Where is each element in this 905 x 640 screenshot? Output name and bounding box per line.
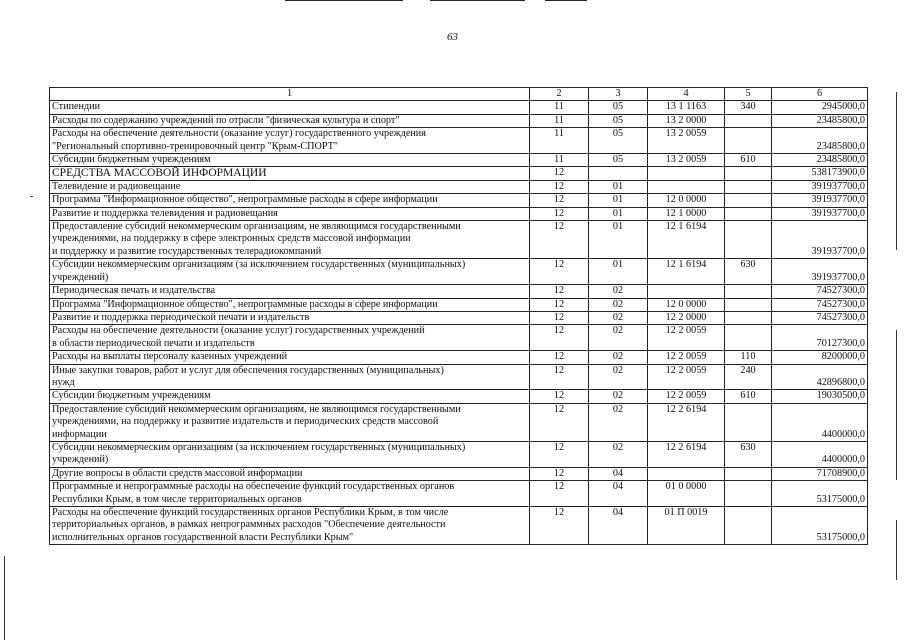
section-code-cell: 12 [530,364,589,390]
row-name-line: Субсидии бюджетным учреждениям [52,390,211,402]
row-name-line: Стипендии [52,101,101,113]
amount-cell: 538173900,0 [772,167,868,180]
header-col-6: 6 [772,88,868,101]
table-row [50,441,868,467]
amount-cell: 391937700,0 [772,259,868,285]
row-name-line: Телевидение и радиовещание [52,180,181,192]
row-name-line: СРЕДСТВА МАССОВОЙ ИНФОРМАЦИИ [52,167,267,180]
left-margin-line [4,556,5,640]
row-name-cell [50,325,530,351]
row-name-cell [50,194,530,207]
row-name-line: Иные закупки товаров, работ и услуг для обеспечения государственных (муниципальных) [52,364,444,376]
row-name-cell [50,259,530,285]
section-code-cell: 11 [530,101,589,114]
section-code-cell: 12 [530,351,589,364]
expense-type-cell [725,167,772,180]
section-code-cell: 11 [530,128,589,154]
subsection-code-cell: 01 [589,221,648,259]
amount-cell: 391937700,0 [772,221,868,259]
expense-type-cell: 240 [725,364,772,390]
section-code-cell: 12 [530,167,589,180]
row-name-cell [50,128,530,154]
expense-type-cell: 630 [725,441,772,467]
table-row [50,351,868,364]
row-name-cell [50,180,530,193]
table-row [50,325,868,351]
row-name-line: Программа "Информационное общество", непрограммные расходы в сфере информации [52,298,438,310]
row-name-cell [50,441,530,467]
amount-cell: 2945000,0 [772,101,868,114]
subsection-code-cell: 02 [589,403,648,441]
target-article-cell: 12 2 0000 [648,311,725,324]
subsection-code-cell: 02 [589,311,648,324]
target-article-cell [648,167,725,180]
table-row [50,207,868,220]
table-row [50,101,868,114]
target-article-cell: 13 2 0059 [648,128,725,154]
target-article-cell: 12 2 6194 [648,403,725,441]
row-name-line: Предоставление субсидий некоммерческим организациям, не являющимся государственными [52,221,461,233]
amount-cell: 391937700,0 [772,207,868,220]
subsection-code-cell: 05 [589,154,648,167]
expense-type-cell [725,467,772,480]
table-row [50,154,868,167]
subsection-code-cell: 05 [589,101,648,114]
table-row [50,259,868,285]
expense-type-cell [725,285,772,298]
row-name-line: Республики Крым, в том числе территориальных органов [52,493,302,505]
row-name-cell [50,507,530,545]
row-name-cell [50,101,530,114]
subsection-code-cell: 02 [589,364,648,390]
amount-cell: 74527300,0 [772,311,868,324]
row-name-line: Субсидии некоммерческим организациям (за исключением государственных (муниципальных) [52,441,466,453]
row-name-line: учреждений) [52,271,109,283]
target-article-cell: 01 0 0000 [648,481,725,507]
row-name-line: Программа "Информационное общество", непрограммные расходы в сфере информации [52,194,438,206]
table-row [50,481,868,507]
amount-cell: 23485800,0 [772,154,868,167]
row-name-line: Расходы на обеспечение деятельности (оказание услуг) государственных учреждений [52,325,425,337]
expense-type-cell [725,311,772,324]
subsection-code-cell: 02 [589,325,648,351]
row-name-cell [50,390,530,403]
table-row [50,285,868,298]
section-code-cell: 11 [530,154,589,167]
subsection-code-cell: 01 [589,180,648,193]
section-code-cell: 12 [530,207,589,220]
section-code-cell: 12 [530,403,589,441]
table-row [50,221,868,259]
top-rule-left [285,0,403,1]
subsection-code-cell: 02 [589,441,648,467]
right-margin-line-top [896,92,897,250]
header-col-3: 3 [589,88,648,101]
row-name-cell [50,467,530,480]
header-col-5: 5 [725,88,772,101]
target-article-cell [648,180,725,193]
top-rule-center [430,0,525,1]
table-row [50,311,868,324]
table-row [50,194,868,207]
table-row [50,114,868,127]
expense-type-cell: 630 [725,259,772,285]
section-code-cell: 12 [530,194,589,207]
row-name-cell [50,154,530,167]
table-row [50,467,868,480]
expense-type-cell: 610 [725,390,772,403]
subsection-code-cell: 01 [589,259,648,285]
row-name-line: Субсидии некоммерческим организациям (за исключением государственных (муниципальных) [52,259,466,271]
amount-cell: 19030500,0 [772,390,868,403]
table-row [50,364,868,390]
row-name-line: Расходы по содержанию учреждений по отрасли "физическая культура и спорт" [52,114,400,126]
expense-type-cell [725,207,772,220]
expense-type-cell: 340 [725,101,772,114]
subsection-code-cell: 02 [589,351,648,364]
row-name-line: Другие вопросы в области средств массовой информации [52,467,303,479]
right-margin-line-bottom [896,330,897,480]
header-col-2: 2 [530,88,589,101]
expense-type-cell [725,507,772,545]
subsection-code-cell: 04 [589,481,648,507]
top-rule-right [545,0,587,1]
row-name-line: "Региональный спортивно-тренировочный центр "Крым-СПОРТ" [52,140,339,152]
row-name-cell [50,298,530,311]
row-name-line: информации [52,428,107,440]
target-article-cell: 12 1 0000 [648,207,725,220]
amount-cell: 391937700,0 [772,194,868,207]
row-name-line: Субсидии бюджетным учреждениям [52,154,211,166]
expense-type-cell [725,194,772,207]
section-code-cell: 11 [530,114,589,127]
table-row [50,403,868,441]
target-article-cell: 12 2 0059 [648,325,725,351]
row-name-line: Развитие и поддержка периодической печати и издательств [52,311,310,323]
subsection-code-cell: 02 [589,298,648,311]
target-article-cell: 12 2 0059 [648,364,725,390]
row-name-line: в области периодической печати и издательств [52,337,255,349]
header-col-1: 1 [50,88,530,101]
table-row [50,507,868,545]
section-code-cell: 12 [530,467,589,480]
table-row [50,390,868,403]
section-code-cell: 12 [530,298,589,311]
row-name-cell [50,207,530,220]
table-header-row [50,88,868,101]
section-code-cell: 12 [530,481,589,507]
target-article-cell: 13 1 1163 [648,101,725,114]
amount-cell: 71708900,0 [772,467,868,480]
row-name-cell [50,114,530,127]
row-name-line: Программные и непрограммные расходы на обеспечение функций государственных органов [52,481,455,493]
target-article-cell: 12 0 0000 [648,194,725,207]
amount-cell: 8200000,0 [772,351,868,364]
row-name-line: учреждениями, на поддержку и развитие издательств и периодических средств массовой [52,416,439,428]
row-name-line: Развитие и поддержка телевидения и радиовещания [52,207,278,219]
section-code-cell: 12 [530,221,589,259]
target-article-cell [648,467,725,480]
row-name-line: Расходы на обеспечение функций государственных органов Республики Крым, в том числе [52,507,449,518]
target-article-cell: 13 2 0059 [648,154,725,167]
subsection-code-cell: 05 [589,114,648,127]
page-number: 63 [447,31,458,43]
section-code-cell: 12 [530,285,589,298]
target-article-cell: 13 2 0000 [648,114,725,127]
row-name-cell [50,364,530,390]
section-code-cell: 12 [530,325,589,351]
table-row [50,298,868,311]
row-name-cell [50,285,530,298]
table-row [50,167,868,180]
row-name-line: исполнительных органов государственной власти Республики Крым" [52,531,354,543]
amount-cell: 53175000,0 [772,481,868,507]
target-article-cell: 12 1 6194 [648,221,725,259]
row-name-cell [50,311,530,324]
expense-type-cell [725,481,772,507]
expense-type-cell [725,221,772,259]
section-code-cell: 12 [530,390,589,403]
subsection-code-cell: 04 [589,507,648,545]
target-article-cell: 12 0 0000 [648,298,725,311]
section-code-cell: 12 [530,441,589,467]
amount-cell: 74527300,0 [772,298,868,311]
target-article-cell: 12 2 0059 [648,351,725,364]
table-row [50,128,868,154]
target-article-cell: 12 2 0059 [648,390,725,403]
subsection-code-cell: 02 [589,285,648,298]
row-name-cell [50,403,530,441]
expense-type-cell [725,298,772,311]
amount-cell: 53175000,0 [772,507,868,545]
row-name-cell [50,351,530,364]
amount-cell: 391937700,0 [772,180,868,193]
amount-cell: 23485800,0 [772,114,868,127]
row-name-line: территориальных органов, в рамках непрограммных расходов "Обеспечение деятельности [52,519,446,531]
expense-type-cell [725,128,772,154]
expense-type-cell [725,403,772,441]
row-name-cell [50,167,530,180]
row-name-line: и поддержку и развитие государственных телерадиокомпаний [52,245,322,257]
header-col-4: 4 [648,88,725,101]
subsection-code-cell [589,167,648,180]
expense-type-cell [725,325,772,351]
row-name-line: Предоставление субсидий некоммерческим организациям, не являющимся государственными [52,403,461,415]
target-article-cell: 01 П 0019 [648,507,725,545]
table-body [50,88,868,545]
row-name-line: Расходы на выплаты персоналу казенных учреждений [52,351,288,363]
section-code-cell: 12 [530,259,589,285]
row-name-cell [50,481,530,507]
expense-type-cell [725,180,772,193]
section-code-cell: 12 [530,507,589,545]
row-name-line: учреждениями, на поддержку в сфере электронных средств массовой информации [52,233,411,245]
table-row [50,180,868,193]
budget-table [49,87,868,545]
expense-type-cell: 610 [725,154,772,167]
expense-type-cell [725,114,772,127]
subsection-code-cell: 01 [589,194,648,207]
target-article-cell: 12 1 6194 [648,259,725,285]
row-name-line: Расходы на обеспечение деятельности (оказание услуг) государственного учреждения [52,128,426,140]
row-name-cell [50,221,530,259]
left-margin-tick [30,196,33,197]
amount-cell: 4400000,0 [772,403,868,441]
section-code-cell: 12 [530,180,589,193]
row-name-line: нужд [52,376,75,388]
target-article-cell [648,285,725,298]
amount-cell: 70127300,0 [772,325,868,351]
right-margin-line-lower [896,520,897,580]
subsection-code-cell: 04 [589,467,648,480]
subsection-code-cell: 05 [589,128,648,154]
row-name-line: Периодическая печать и издательства [52,285,216,297]
amount-cell: 4400000,0 [772,441,868,467]
row-name-line: учреждений) [52,454,109,466]
subsection-code-cell: 02 [589,390,648,403]
amount-cell: 23485800,0 [772,128,868,154]
amount-cell: 42896800,0 [772,364,868,390]
expense-type-cell: 110 [725,351,772,364]
section-code-cell: 12 [530,311,589,324]
amount-cell: 74527300,0 [772,285,868,298]
subsection-code-cell: 01 [589,207,648,220]
target-article-cell: 12 2 6194 [648,441,725,467]
